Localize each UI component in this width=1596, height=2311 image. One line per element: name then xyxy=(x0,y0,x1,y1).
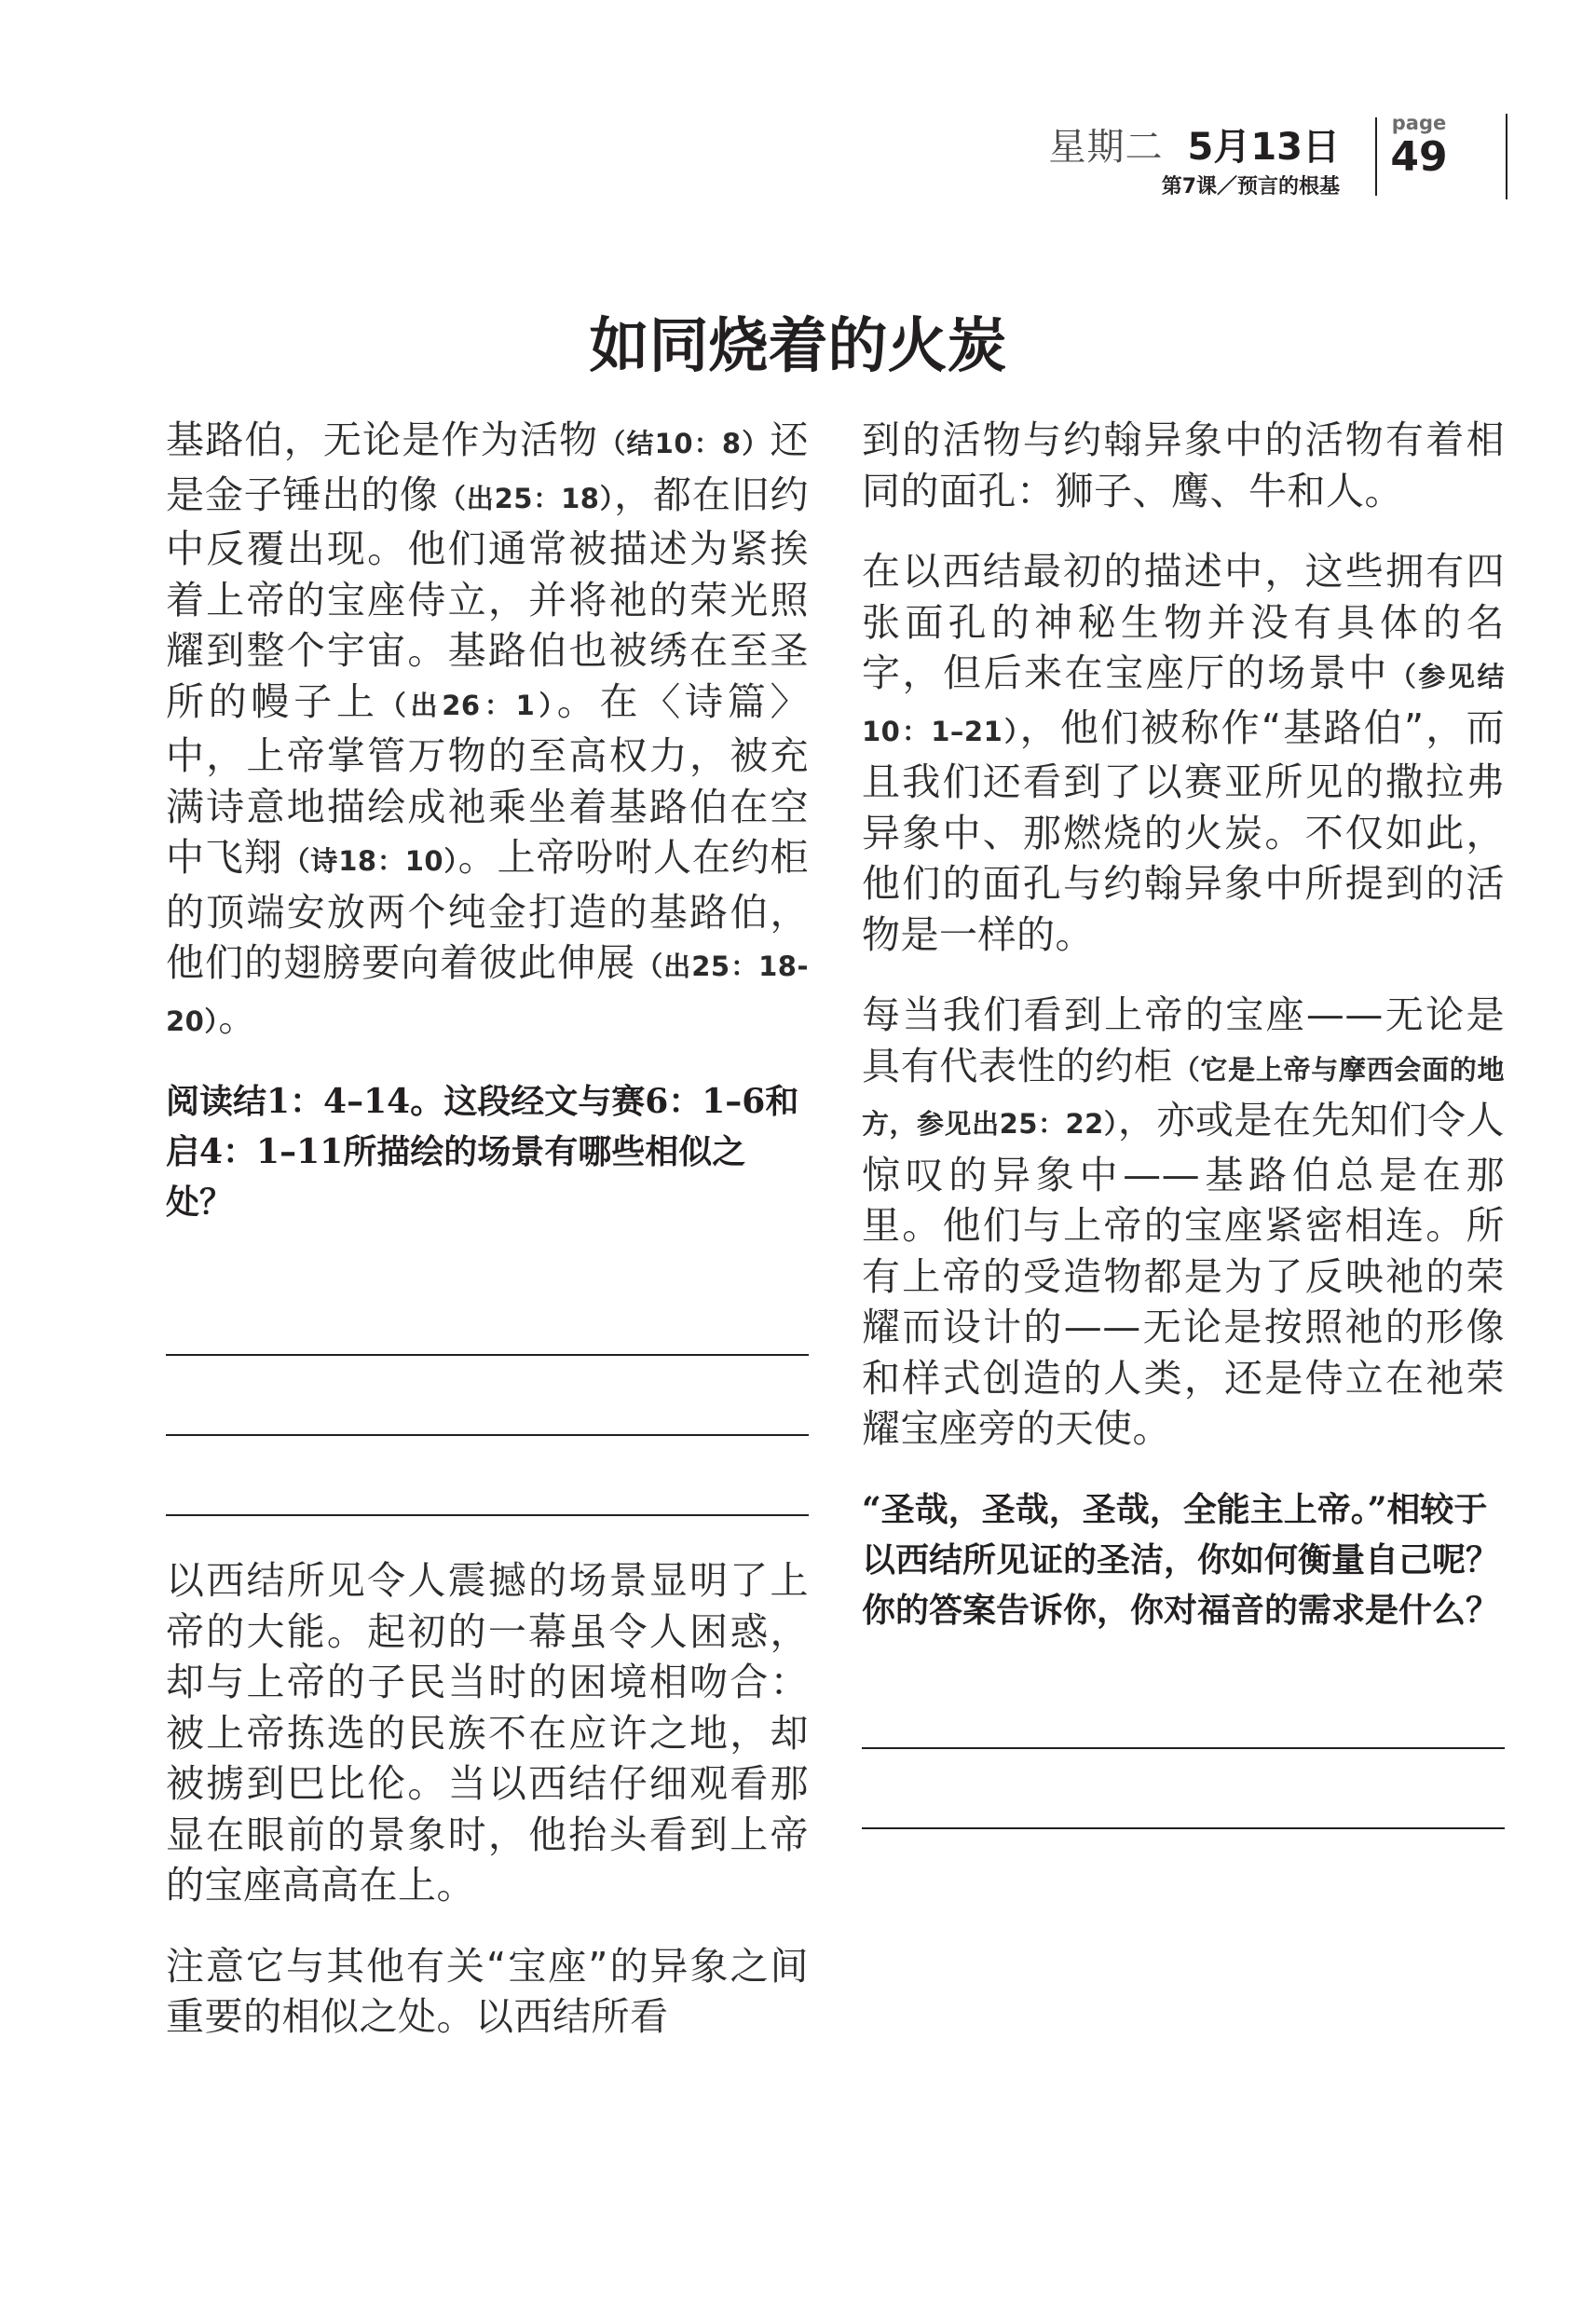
scripture-reference: （结10：8） xyxy=(598,428,771,459)
text-run: ，亦或是在先知们令人惊叹的异象中——基路伯总是在那里。他们与上帝的宝座紧密相连。所有上帝的受造物都是为了反映祂的荣耀而设计的——无论是按照祂的形像和样式创造的人类，还是侍立在祂荣耀宝座旁的天使。 xyxy=(862,1098,1505,1451)
page-header xyxy=(986,110,1507,203)
scripture-reference: （诗18：10） xyxy=(282,845,458,877)
text-run: 基路伯，无论是作为活物 xyxy=(166,417,599,462)
header-date: 5月13日 xyxy=(1187,126,1340,169)
page-number: 49 xyxy=(1390,133,1448,181)
answer-line[interactable] xyxy=(862,1669,1505,1749)
answer-line[interactable] xyxy=(166,1356,809,1436)
text-run: 每当我们看到上帝的宝座——无论是具有代表性的约柜 xyxy=(862,992,1505,1088)
header-edge-rule xyxy=(1506,114,1507,199)
text-run: 在以西结最初的描述中，这些拥有四张面孔的神秘生物并没有具体的名字，但后来在宝座厅的场景中 xyxy=(862,549,1505,695)
text-run: 。上帝吩咐人在约柜的顶端安放两个纯金打造的基路伯，他们的翅膀要向着彼此伸展 xyxy=(166,835,810,985)
body-paragraph: 以西结所见令人震撼的场景显明了上帝的大能。起初的一幕虽令人困惑，却与上帝的子民当时的困境相吻合：被上帝拣选的民族不在应许之地，却被掳到巴比伦。当以西结仔细观看那显在眼前的景象时，他抬头看到上帝的宝座高高在上。 xyxy=(166,1558,809,1908)
answer-lines xyxy=(862,1669,1505,1829)
scripture-reference: （出25：18） xyxy=(438,482,615,514)
answer-line[interactable] xyxy=(166,1436,809,1516)
left-column xyxy=(166,415,809,2072)
text-run: ，都在旧约中反覆出现。他们通常被描述为紧挨着上帝的宝座侍立，并将祂的荣光照耀到整个宇宙。基路伯也被绣在至圣所的幔子上 xyxy=(166,472,810,724)
right-column xyxy=(862,415,1505,1868)
answer-line[interactable] xyxy=(166,1261,809,1356)
text-run: 。 xyxy=(218,994,257,1040)
reflection-question: “圣哉，圣哉，圣哉，全能主上帝。”相较于以西结所见证的圣洁，你如何衡量自己呢？你的答案告诉你，你对福音的需求是什么？ xyxy=(862,1489,1500,1630)
body-paragraph: 注意它与其他有关“宝座”的异象之间重要的相似之处。以西结所看 xyxy=(166,1943,809,2039)
body-paragraph xyxy=(166,415,809,1046)
body-paragraph xyxy=(862,546,1505,960)
header-divider xyxy=(1375,117,1377,196)
page-label: page xyxy=(1391,112,1447,134)
answer-lines xyxy=(166,1261,809,1516)
text-run: ，他们被称作“基路伯”，而且我们还看到了以赛亚所见的撒拉弗异象中、那燃烧的火炭。不仅如此，他们的面孔与约翰异象中所提到的活物是一样的。 xyxy=(862,704,1505,957)
body-paragraph: 到的活物与约翰异象中的活物有着相同的面孔：狮子、鹰、牛和人。 xyxy=(862,417,1505,513)
page-title: 如同烧着的火炭 xyxy=(589,311,1007,381)
header-lesson: 第7课／预言的根基 xyxy=(1161,175,1340,198)
text-run: 。在〈诗篇〉中，上帝掌管万物的至高权力，被充满诗意地描绘成祂乘坐着基路伯在空中飞翔 xyxy=(166,678,810,880)
header-date-block xyxy=(1049,117,1341,199)
text-run: 还是金子锤出的像 xyxy=(166,417,809,517)
scripture-reference: （它是上帝与摩西会面的地方，参见出25：22） xyxy=(862,1053,1505,1140)
scripture-reference: （出25：18-20） xyxy=(166,950,809,1037)
scripture-reference: （出26：1） xyxy=(378,689,557,721)
scripture-reference: （参见结10：1–21） xyxy=(862,661,1505,747)
study-question: 阅读结1：4–14。这段经文与赛6：1–6和启4：1–11所描绘的场景有哪些相似之处？ xyxy=(166,1082,799,1222)
answer-line[interactable] xyxy=(862,1749,1505,1829)
page-number-block xyxy=(1386,112,1452,181)
header-day: 星期二 xyxy=(1048,126,1164,169)
body-paragraph xyxy=(862,990,1505,1455)
